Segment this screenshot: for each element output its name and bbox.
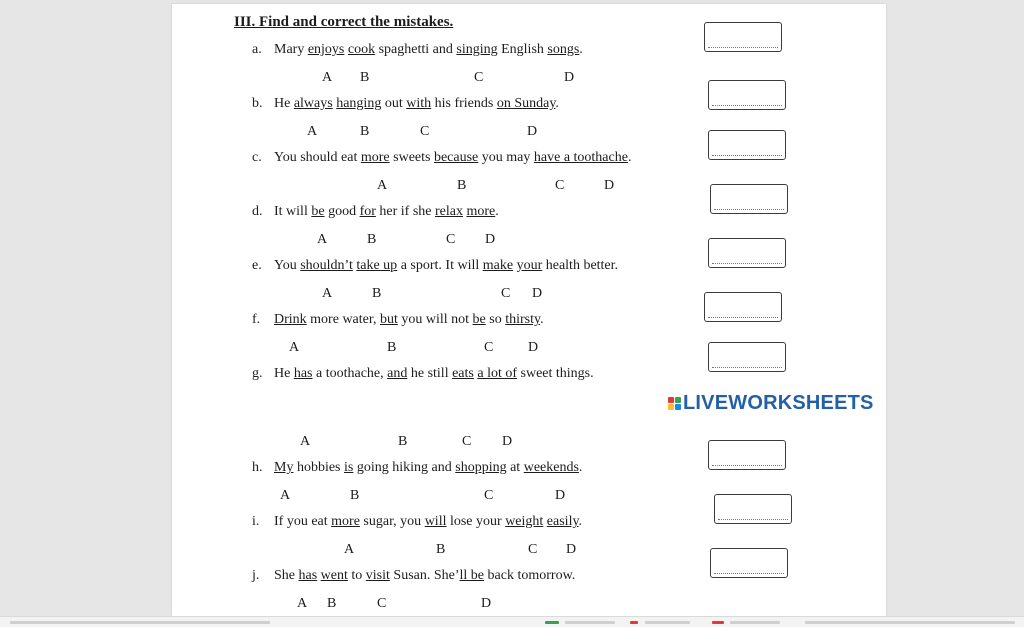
- underlined-word: Drink: [274, 312, 307, 327]
- question-sentence-7: [252, 366, 594, 382]
- underlined-word: went: [320, 568, 348, 583]
- underlined-word: weight: [505, 514, 544, 529]
- worksheet-page: [172, 4, 886, 616]
- option-letter-a: A: [297, 596, 308, 611]
- question-letter: j.: [252, 568, 260, 583]
- option-letter-c: C: [474, 70, 484, 85]
- option-letter-b: B: [350, 488, 360, 503]
- answer-box-5[interactable]: [708, 238, 786, 268]
- logo-square-yellow: [668, 404, 674, 410]
- option-letter-a: A: [344, 542, 355, 557]
- sentence-text: It will: [274, 204, 312, 219]
- question-letter: d.: [252, 204, 263, 219]
- option-letter-d: D: [564, 70, 575, 85]
- underlined-word: hanging: [336, 96, 382, 111]
- option-letter-b: B: [436, 542, 446, 557]
- sentence-text: If you eat: [274, 514, 332, 529]
- option-letter-a: A: [289, 340, 300, 355]
- sentence-text: hobbies: [293, 460, 345, 475]
- sentence-text: You should eat: [274, 150, 361, 165]
- underlined-word: easily: [546, 514, 579, 529]
- underlined-word: weekends: [523, 460, 579, 475]
- underlined-word: with: [406, 96, 432, 111]
- sentence-text: .: [578, 514, 583, 529]
- sentence-text: sugar, you: [359, 514, 425, 529]
- underlined-word: is: [344, 460, 354, 475]
- underlined-word: your: [516, 258, 543, 273]
- sentence-text: Susan. She’: [389, 568, 460, 583]
- sentence-text: He: [274, 96, 294, 111]
- sentence-text: good: [324, 204, 360, 219]
- option-letter-c: C: [484, 340, 494, 355]
- question-letter: g.: [252, 366, 263, 381]
- underlined-word: visit: [365, 568, 390, 583]
- answer-box-8[interactable]: [708, 440, 786, 470]
- option-letter-a: A: [322, 286, 333, 301]
- option-letter-b: B: [327, 596, 337, 611]
- taskbar-item: [712, 621, 724, 624]
- sentence-text: you may: [478, 150, 534, 165]
- sentence-text: going hiking and: [353, 460, 456, 475]
- sentence-text: he still: [407, 366, 453, 381]
- logo-square-green: [675, 397, 681, 403]
- underlined-word: ll be: [459, 568, 485, 583]
- option-letter-d: D: [566, 542, 577, 557]
- sentence-text: He: [274, 366, 294, 381]
- option-letter-a: A: [317, 232, 328, 247]
- sentence-text: You: [274, 258, 301, 273]
- sentence-text: Mary: [274, 42, 308, 57]
- question-letter: a.: [252, 42, 262, 57]
- underlined-word: enjoys: [307, 42, 345, 57]
- underlined-word: because: [433, 150, 479, 165]
- underlined-word: a lot of: [477, 366, 518, 381]
- sentence-text: a toothache,: [312, 366, 388, 381]
- answer-box-1[interactable]: [704, 22, 782, 52]
- underlined-word: songs: [547, 42, 580, 57]
- liveworksheets-logo-icon: [668, 397, 681, 410]
- underlined-word: be: [311, 204, 325, 219]
- option-letter-a: A: [322, 70, 333, 85]
- sentence-text: you will not: [397, 312, 473, 327]
- answer-box-6[interactable]: [704, 292, 782, 322]
- underlined-word: eats: [452, 366, 474, 381]
- question-sentence-3: [252, 150, 631, 166]
- sentence-text: .: [578, 460, 583, 475]
- sentence-text: spaghetti and: [375, 42, 457, 57]
- underlined-word: relax: [434, 204, 463, 219]
- question-letter: i.: [252, 514, 260, 529]
- taskbar-item: [645, 621, 690, 624]
- sentence-text: at: [506, 460, 524, 475]
- underlined-word: shopping: [455, 460, 507, 475]
- underlined-word: but: [379, 312, 398, 327]
- underlined-word: on Sunday: [496, 96, 556, 111]
- taskbar-item: [630, 621, 638, 624]
- sentence-text: a sport. It will: [397, 258, 483, 273]
- option-letter-b: B: [360, 70, 370, 85]
- underlined-word: be: [472, 312, 486, 327]
- option-letter-b: B: [398, 434, 408, 449]
- liveworksheets-brand-text: LIVEWORKSHEETS: [683, 392, 874, 414]
- option-letter-d: D: [528, 340, 539, 355]
- underlined-word: more: [331, 514, 360, 529]
- sentence-text: to: [347, 568, 366, 583]
- underlined-word: and: [387, 366, 408, 381]
- sentence-text: sweets: [389, 150, 434, 165]
- option-letter-b: B: [367, 232, 377, 247]
- sentence-text: .: [555, 96, 559, 111]
- sentence-text: .: [540, 312, 544, 327]
- underlined-word: My: [274, 460, 294, 475]
- underlined-word: shouldn’t: [300, 258, 353, 273]
- option-letter-a: A: [300, 434, 311, 449]
- sentence-text: sweet things.: [517, 366, 594, 381]
- sentence-text: out: [381, 96, 407, 111]
- sentence-text: She: [274, 568, 299, 583]
- option-letter-c: C: [555, 178, 565, 193]
- underlined-word: cook: [347, 42, 376, 57]
- sentence-text: back tomorrow.: [484, 568, 576, 583]
- taskbar-item: [730, 621, 780, 624]
- answer-box-10[interactable]: [710, 548, 788, 578]
- sentence-text: .: [627, 150, 632, 165]
- answer-box-2[interactable]: [708, 80, 786, 110]
- sentence-text: health better.: [542, 258, 619, 273]
- taskbar-strip: [0, 616, 1024, 627]
- option-letter-b: B: [360, 124, 370, 139]
- worksheet-heading: III. Find and correct the mistakes.: [234, 14, 454, 30]
- question-sentence-5: [252, 258, 618, 274]
- underlined-word: for: [359, 204, 376, 219]
- underlined-word: has: [298, 568, 318, 583]
- underlined-word: more: [466, 204, 496, 219]
- option-letter-c: C: [462, 434, 472, 449]
- question-letter: e.: [252, 258, 262, 273]
- option-letter-d: D: [502, 434, 513, 449]
- option-letter-b: B: [457, 178, 467, 193]
- sentence-text: so: [485, 312, 506, 327]
- question-sentence-9: [252, 514, 582, 530]
- question-letter: b.: [252, 96, 263, 111]
- question-sentence-1: [252, 42, 583, 58]
- answer-box-4[interactable]: [710, 184, 788, 214]
- question-sentence-2: [252, 96, 559, 112]
- question-letter: f.: [252, 312, 261, 327]
- underlined-word: make: [482, 258, 514, 273]
- option-letter-b: B: [372, 286, 382, 301]
- question-sentence-4: [252, 204, 499, 220]
- taskbar-item: [565, 621, 615, 624]
- option-letter-a: A: [280, 488, 291, 503]
- underlined-word: will: [424, 514, 447, 529]
- sentence-text: .: [579, 42, 583, 57]
- option-letter-c: C: [528, 542, 538, 557]
- option-letter-a: A: [377, 178, 388, 193]
- question-sentence-8: [252, 460, 582, 476]
- taskbar-item: [545, 621, 559, 624]
- answer-box-3[interactable]: [708, 130, 786, 160]
- question-sentence-6: [252, 312, 544, 328]
- underlined-word: always: [293, 96, 333, 111]
- underlined-word: has: [293, 366, 313, 381]
- sentence-text: his friends: [431, 96, 497, 111]
- option-letter-c: C: [501, 286, 511, 301]
- underlined-word: thirsty: [505, 312, 541, 327]
- option-letter-c: C: [377, 596, 387, 611]
- option-letter-a: A: [307, 124, 318, 139]
- logo-square-red: [668, 397, 674, 403]
- sentence-text: her if she: [375, 204, 435, 219]
- logo-square-blue: [675, 404, 681, 410]
- sentence-text: English: [497, 42, 548, 57]
- option-letter-c: C: [446, 232, 456, 247]
- option-letter-d: D: [604, 178, 615, 193]
- sentence-text: .: [495, 204, 499, 219]
- question-sentence-10: [252, 568, 575, 584]
- option-letter-c: C: [484, 488, 494, 503]
- taskbar-item: [10, 621, 270, 624]
- underlined-word: take up: [356, 258, 398, 273]
- underlined-word: more: [360, 150, 390, 165]
- option-letter-c: C: [420, 124, 430, 139]
- option-letter-d: D: [485, 232, 496, 247]
- sentence-text: lose your: [446, 514, 506, 529]
- option-letter-d: D: [481, 596, 492, 611]
- answer-box-7[interactable]: [708, 342, 786, 372]
- question-letter: h.: [252, 460, 263, 475]
- underlined-word: have a toothache: [533, 150, 628, 165]
- option-letter-d: D: [532, 286, 543, 301]
- answer-box-9[interactable]: [714, 494, 792, 524]
- option-letter-b: B: [387, 340, 397, 355]
- option-letter-d: D: [527, 124, 538, 139]
- underlined-word: singing: [456, 42, 498, 57]
- question-letter: c.: [252, 150, 262, 165]
- liveworksheets-logo: [668, 392, 874, 415]
- taskbar-item: [805, 621, 1015, 624]
- option-letter-d: D: [555, 488, 566, 503]
- sentence-text: more water,: [306, 312, 380, 327]
- option-letters-row: [172, 596, 886, 614]
